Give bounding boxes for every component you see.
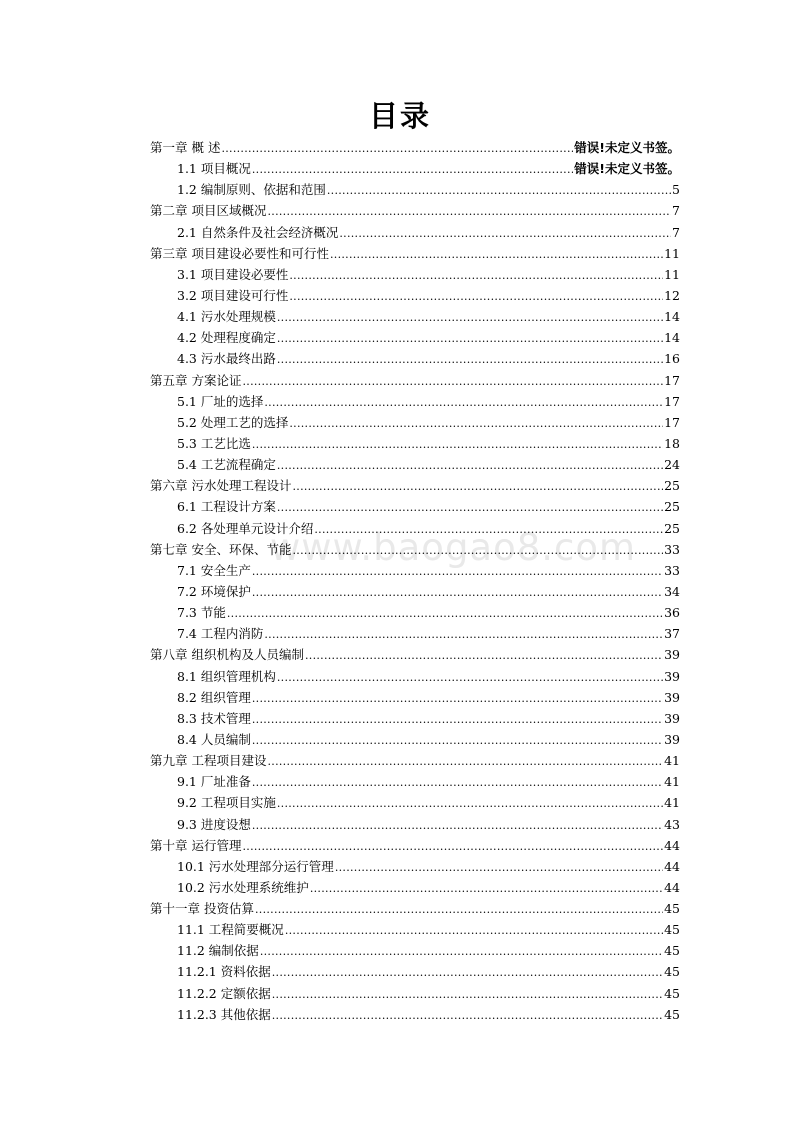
- toc-page-number: 39: [664, 647, 680, 663]
- toc-section-entry[interactable]: [150, 772, 680, 793]
- toc-page-number: 16: [664, 351, 680, 367]
- dot-leader: [252, 713, 663, 726]
- dot-leader: [242, 375, 663, 388]
- toc-entry-label: 9.2 工程项目实施: [177, 795, 276, 811]
- toc-section-entry[interactable]: [150, 434, 680, 455]
- toc-entry-label: 第九章 工程项目建设: [150, 753, 267, 769]
- toc-chapter-entry[interactable]: [150, 476, 680, 497]
- toc-chapter-entry[interactable]: [150, 899, 680, 920]
- toc-page-number: 44: [664, 879, 680, 895]
- toc-page-number: 25: [664, 520, 680, 536]
- toc-page-number: 43: [664, 816, 680, 832]
- dot-leader: [252, 438, 663, 451]
- dot-leader: [264, 396, 663, 409]
- toc-entry-label: 第三章 项目建设必要性和可行性: [150, 245, 329, 261]
- toc-section-entry[interactable]: [150, 223, 680, 244]
- toc-entry-label: 9.1 厂址准备: [177, 774, 251, 790]
- toc-page-number: 39: [664, 689, 680, 705]
- dot-leader: [277, 353, 663, 366]
- toc-chapter-entry[interactable]: [150, 371, 680, 392]
- dot-leader: [227, 607, 663, 620]
- toc-entry-label: 11.1 工程简要概况: [177, 922, 284, 938]
- toc-entry-label: 5.2 处理工艺的选择: [177, 414, 289, 430]
- toc-section-entry[interactable]: [150, 413, 680, 434]
- toc-entry-label: 8.3 技术管理: [177, 710, 251, 726]
- toc-page-number: 45: [664, 964, 680, 980]
- toc-section-entry[interactable]: [150, 709, 680, 730]
- toc-page-number: 41: [664, 753, 680, 769]
- toc-entry-label: 第一章 概 述: [150, 140, 221, 155]
- toc-entry-label: 6.1 工程设计方案: [177, 499, 276, 515]
- toc-page-number: 45: [664, 985, 680, 1001]
- toc-entry-label: 第十章 运行管理: [150, 837, 242, 853]
- dot-leader: [289, 417, 663, 430]
- dot-leader: [310, 882, 663, 895]
- toc-entry-label: 11.2.2 定额依据: [177, 985, 271, 1001]
- toc-entry-label: 5.3 工艺比选: [177, 435, 251, 451]
- dot-leader: [252, 776, 663, 789]
- toc-section-entry[interactable]: [150, 180, 680, 201]
- toc-section-entry[interactable]: [150, 920, 680, 941]
- toc-section-entry[interactable]: [150, 730, 680, 751]
- toc-page-number: 11: [664, 266, 680, 282]
- toc-entry-label: 第十一章 投资估算: [150, 901, 254, 917]
- watermark: www.baogao8.com: [270, 526, 637, 569]
- toc-entry-label: 4.1 污水处理规模: [177, 309, 276, 325]
- toc-page-number: 25: [664, 478, 680, 494]
- toc-chapter-entry[interactable]: [150, 751, 680, 772]
- page-title: 目录: [368, 99, 431, 133]
- dot-leader: [335, 861, 663, 874]
- toc-page-number: 44: [664, 858, 680, 874]
- toc-section-entry[interactable]: [150, 519, 680, 540]
- toc-page-number: 39: [664, 731, 680, 747]
- toc-page-number: 5: [672, 182, 680, 198]
- toc-entry-label: 5.4 工艺流程确定: [177, 457, 276, 473]
- dot-leader: [292, 480, 663, 493]
- toc-section-entry[interactable]: [150, 392, 680, 413]
- toc-entry-label: 5.1 厂址的选择: [177, 393, 264, 409]
- dot-leader: [267, 755, 663, 768]
- dot-leader: [327, 184, 671, 197]
- dot-leader: [252, 163, 573, 176]
- toc-page-number: 17: [664, 393, 680, 409]
- toc-section-entry[interactable]: [150, 857, 680, 878]
- toc-section-entry[interactable]: [150, 793, 680, 814]
- dot-leader: [264, 628, 663, 641]
- toc-page-number: 45: [664, 922, 680, 938]
- toc-entry-label: 9.3 进度设想: [177, 816, 251, 832]
- toc-page-number: 11: [664, 245, 680, 261]
- toc-page-number: 33: [664, 541, 680, 557]
- toc-page-number: 41: [664, 795, 680, 811]
- toc-entry-label: 7.2 环境保护: [177, 583, 251, 599]
- dot-leader: [314, 523, 663, 536]
- toc-page-number: 18: [664, 435, 680, 451]
- toc-section-entry[interactable]: [150, 603, 680, 624]
- toc-section-entry[interactable]: [150, 815, 680, 836]
- toc-entry-label: 7.1 安全生产: [177, 562, 251, 578]
- toc-section-entry[interactable]: [150, 561, 680, 582]
- toc-section-entry[interactable]: [150, 455, 680, 476]
- dot-leader: [221, 142, 573, 155]
- toc-section-entry[interactable]: [150, 265, 680, 286]
- dot-leader: [277, 501, 663, 514]
- toc-page-number: 24: [664, 457, 680, 473]
- toc-entry-label: 7.4 工程内消防: [177, 626, 264, 642]
- dot-leader: [272, 966, 663, 979]
- toc-entry-label: 4.2 处理程度确定: [177, 330, 276, 346]
- dot-leader: [242, 840, 663, 853]
- toc-entry-label: 7.3 节能: [177, 605, 226, 621]
- toc-section-entry[interactable]: [150, 159, 680, 180]
- toc-section-entry[interactable]: [150, 1005, 680, 1026]
- toc-page-number: 14: [664, 330, 680, 346]
- toc-chapter-entry[interactable]: [150, 836, 680, 857]
- toc-entry-label: 11.2.3 其他依据: [177, 1006, 271, 1022]
- toc-entry-label: 6.2 各处理单元设计介绍: [177, 520, 314, 536]
- toc-page-number: 44: [664, 837, 680, 853]
- toc-page-number: 12: [664, 287, 680, 303]
- toc-section-entry[interactable]: [150, 878, 680, 899]
- toc-page-number: 37: [664, 626, 680, 642]
- toc-page-number: 14: [664, 309, 680, 325]
- dot-leader: [267, 205, 671, 218]
- table-of-contents: [150, 138, 680, 1026]
- toc-entry-label: 10.1 污水处理部分运行管理: [177, 858, 334, 874]
- toc-entry-label: 3.2 项目建设可行性: [177, 287, 289, 303]
- dot-leader: [260, 945, 663, 958]
- toc-page-number: 17: [664, 414, 680, 430]
- dot-leader: [277, 459, 663, 472]
- dot-leader: [252, 586, 663, 599]
- toc-page-number: 7: [672, 224, 680, 240]
- toc-section-entry[interactable]: [150, 286, 680, 307]
- toc-page-number: 36: [664, 605, 680, 621]
- dot-leader: [277, 797, 663, 810]
- toc-entry-label: 11.2 编制依据: [177, 943, 259, 959]
- toc-page-number: 39: [664, 668, 680, 684]
- toc-page-number: 41: [664, 774, 680, 790]
- toc-entry-label: 第五章 方案论证: [150, 372, 242, 388]
- toc-page-number: 34: [664, 583, 680, 599]
- toc-page-number: 45: [664, 901, 680, 917]
- toc-entry-label: 10.2 污水处理系统维护: [177, 879, 309, 895]
- toc-section-entry[interactable]: [150, 941, 680, 962]
- toc-entry-label: 第二章 项目区域概况: [150, 203, 267, 219]
- toc-entry-label: 11.2.1 资料依据: [177, 964, 271, 980]
- toc-page-number: 7: [672, 203, 680, 219]
- toc-section-entry[interactable]: [150, 688, 680, 709]
- dot-leader: [339, 227, 671, 240]
- toc-chapter-entry[interactable]: [150, 645, 680, 666]
- dot-leader: [305, 649, 663, 662]
- dot-leader: [272, 988, 663, 1001]
- dot-leader: [255, 903, 663, 916]
- toc-page-number: 错误!未定义书签。: [574, 140, 680, 155]
- toc-section-entry[interactable]: [150, 624, 680, 645]
- toc-entry-label: 8.2 组织管理: [177, 689, 251, 705]
- dot-leader: [277, 311, 663, 324]
- toc-entry-label: 1.2 编制原则、依据和范围: [177, 182, 326, 198]
- dot-leader: [252, 819, 663, 832]
- toc-page-number: 45: [664, 1006, 680, 1022]
- toc-chapter-entry[interactable]: [150, 540, 680, 561]
- toc-entry-label: 2.1 自然条件及社会经济概况: [177, 224, 339, 240]
- dot-leader: [277, 671, 663, 684]
- toc-page-number: 39: [664, 710, 680, 726]
- toc-entry-label: 第七章 安全、环保、节能: [150, 541, 292, 557]
- toc-section-entry[interactable]: [150, 349, 680, 370]
- toc-chapter-entry[interactable]: [150, 244, 680, 265]
- toc-entry-label: 第八章 组织机构及人员编制: [150, 647, 304, 663]
- toc-section-entry[interactable]: [150, 984, 680, 1005]
- dot-leader: [285, 924, 663, 937]
- toc-entry-label: 4.3 污水最终出路: [177, 351, 276, 367]
- toc-entry-label: 8.1 组织管理机构: [177, 668, 276, 684]
- toc-section-entry[interactable]: [150, 497, 680, 518]
- toc-page-number: 33: [664, 562, 680, 578]
- toc-page-number: 错误!未定义书签。: [574, 161, 680, 177]
- dot-leader: [292, 544, 663, 557]
- toc-entry-label: 3.1 项目建设必要性: [177, 266, 289, 282]
- toc-page-number: 25: [664, 499, 680, 515]
- toc-entry-label: 1.1 项目概况: [177, 161, 251, 177]
- toc-section-entry[interactable]: [150, 328, 680, 349]
- toc-section-entry[interactable]: [150, 307, 680, 328]
- toc-page-number: 17: [664, 372, 680, 388]
- dot-leader: [272, 1009, 663, 1022]
- dot-leader: [289, 269, 663, 282]
- toc-section-entry[interactable]: [150, 667, 680, 688]
- dot-leader: [252, 734, 663, 747]
- dot-leader: [289, 290, 663, 303]
- dot-leader: [252, 692, 663, 705]
- dot-leader: [330, 248, 663, 261]
- toc-page-number: 45: [664, 943, 680, 959]
- toc-chapter-entry[interactable]: [150, 201, 680, 222]
- dot-leader: [252, 565, 663, 578]
- toc-entry-label: 8.4 人员编制: [177, 731, 251, 747]
- toc-section-entry[interactable]: [150, 962, 680, 983]
- toc-section-entry[interactable]: [150, 582, 680, 603]
- dot-leader: [277, 332, 663, 345]
- toc-entry-label: 第六章 污水处理工程设计: [150, 478, 292, 494]
- toc-chapter-entry[interactable]: [150, 138, 680, 159]
